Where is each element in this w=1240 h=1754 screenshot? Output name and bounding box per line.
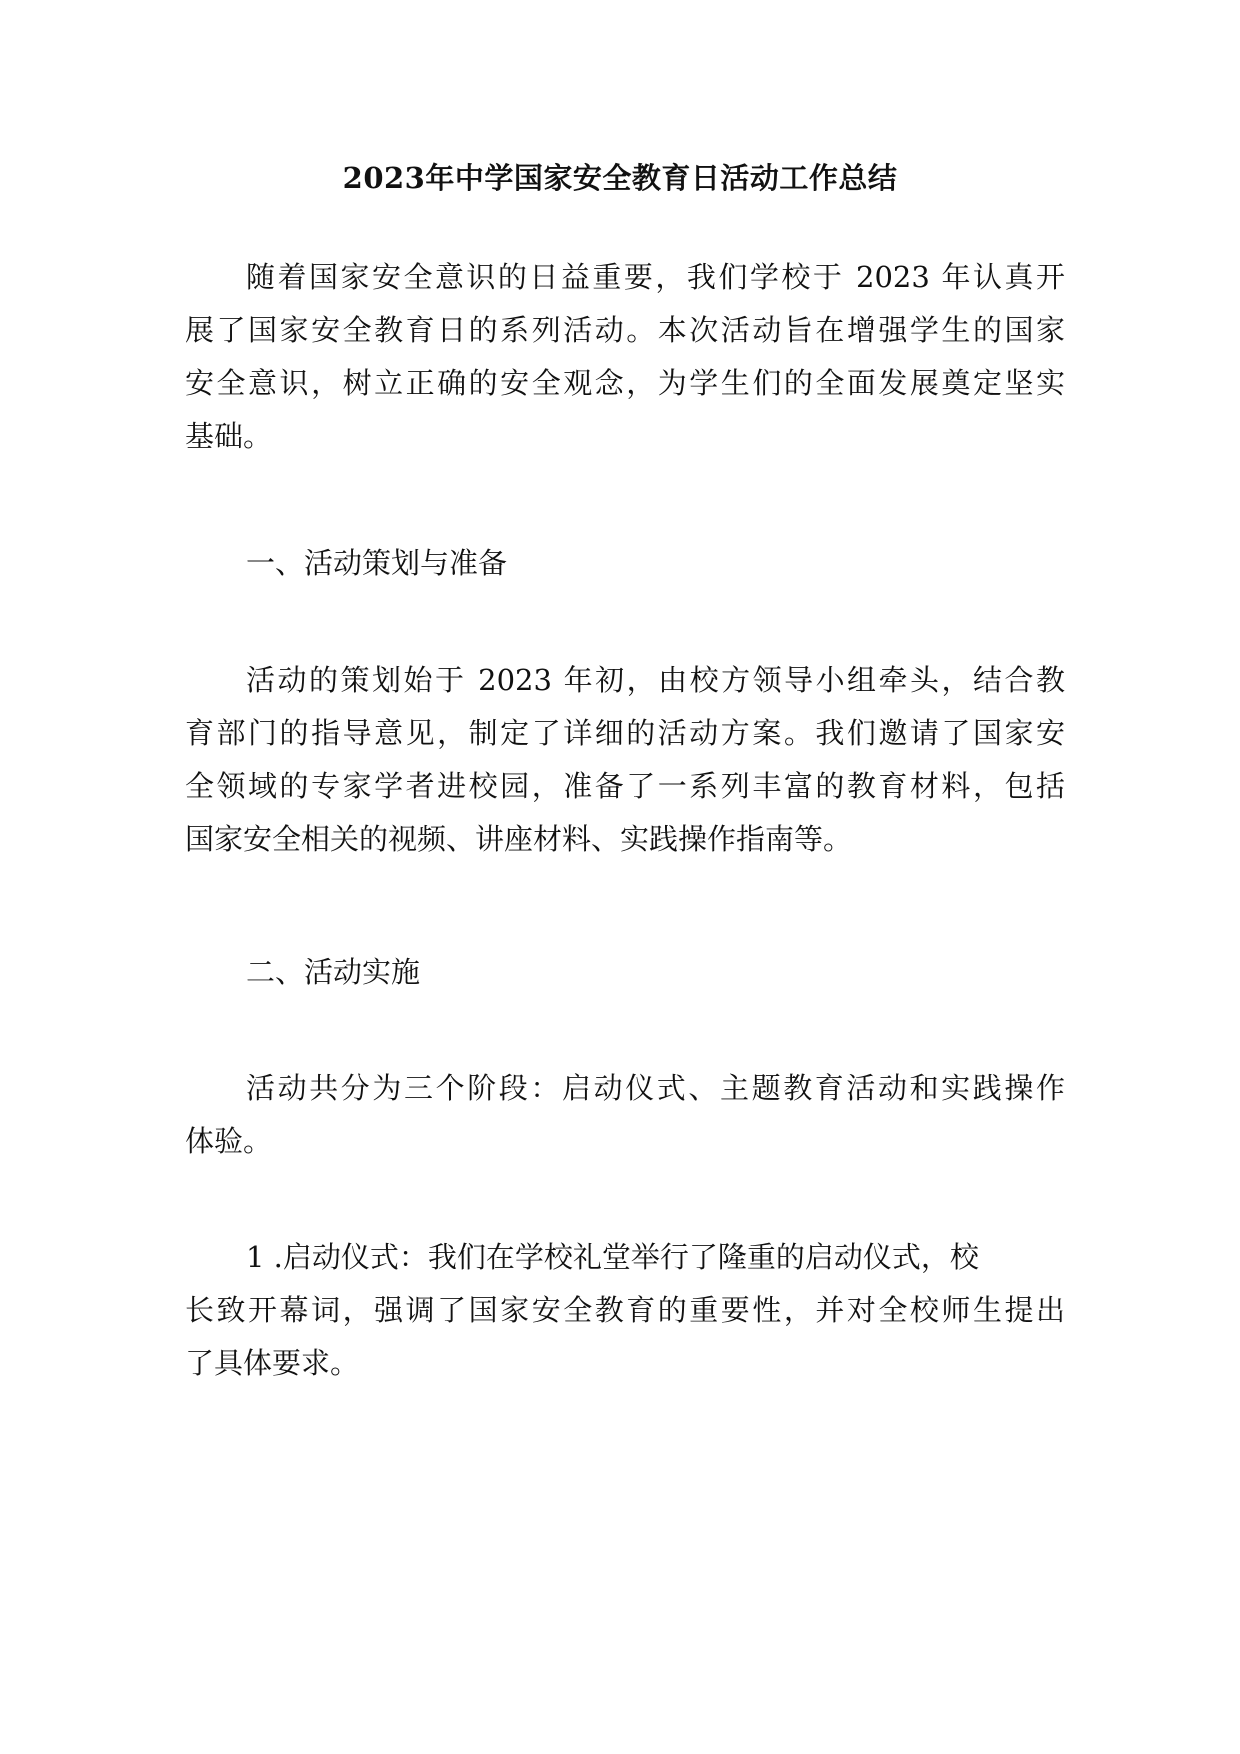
- section2-heading: 二、活动实施: [246, 955, 421, 989]
- section1-heading: 一、活动策划与准备: [246, 546, 508, 580]
- item1-line-2: 长致开幕词，强调了国家安全教育的重要性，并对全校师生提出: [185, 1293, 1065, 1327]
- intro-line-4: 基础。: [185, 419, 273, 453]
- intro-line-3: 安全意识，树立正确的安全观念，为学生们的全面发展奠定坚实: [185, 366, 1065, 400]
- section1-line-4: 国家安全相关的视频、讲座材料、实践操作指南等。: [185, 822, 853, 856]
- section1-line-1: 活动的策划始于 2023 年初，由校方领导小组牵头，结合教: [246, 663, 1065, 697]
- item1-line-3: 了具体要求。: [185, 1346, 360, 1380]
- section2-line-2: 体验。: [185, 1124, 273, 1158]
- intro-line-2: 展了国家安全教育日的系列活动。本次活动旨在增强学生的国家: [185, 313, 1065, 347]
- document-title: 2023年中学国家安全教育日活动工作总结: [342, 161, 898, 195]
- section2-line-1: 活动共分为三个阶段：启动仪式、主题教育活动和实践操作: [246, 1071, 1065, 1105]
- item1-line-1: 1 .启动仪式：我们在学校礼堂举行了隆重的启动仪式，校: [246, 1240, 979, 1274]
- section1-line-2: 育部门的指导意见，制定了详细的活动方案。我们邀请了国家安: [185, 716, 1065, 750]
- intro-line-1: 随着国家安全意识的日益重要，我们学校于 2023 年认真开: [246, 260, 1065, 294]
- section1-line-3: 全领域的专家学者进校园，准备了一系列丰富的教育材料，包括: [185, 769, 1065, 803]
